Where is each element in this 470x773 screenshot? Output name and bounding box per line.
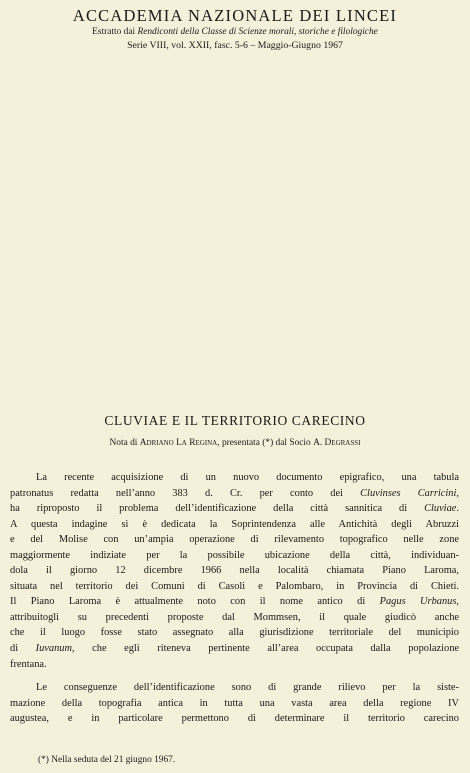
text-line (10, 594, 459, 610)
presenter-name: A. Degrassi (313, 438, 361, 448)
text-line (10, 532, 459, 548)
text-segment: ha riproposto il problema dell’identificazione della città sannitica di (10, 503, 425, 515)
journal-name: Rendiconti della Classe di Scienze morali, storiche e filologiche (137, 27, 378, 37)
text-segment: A questa indagine si è dedicata la Soprintendenza alle Antichità degli Abruzzi (10, 518, 459, 530)
text-line (10, 517, 459, 533)
paragraph-2 (10, 680, 459, 727)
text-segment: dola il giorno 12 dicembre 1966 nella località chiamata Piano Laroma, (10, 565, 459, 577)
paragraph-1 (10, 470, 459, 672)
text-line (10, 579, 459, 595)
text-segment: che il luogo fosse stato assegnato alla giurisdizione territoriale del municipio (10, 627, 459, 639)
text-segment: patronatus redatta nell’anno 383 d. Cr. per conto dei (10, 487, 361, 499)
text-segment: La recente acquisizione di un nuovo documento epigrafico, una tabula (36, 472, 459, 483)
text-segment: , (456, 596, 459, 608)
text-line (10, 680, 459, 696)
article-heading (0, 412, 470, 452)
text-segment: frentana. (10, 658, 47, 670)
text-segment: . (456, 503, 459, 515)
article-title: CLUVIAE E IL TERRITORIO CARECINO (104, 413, 366, 428)
text-line (10, 711, 459, 727)
text-segment: , che egli riteneva pertinente all’area occupata dalla popolazione (72, 643, 459, 655)
article-body (10, 470, 459, 727)
italic-term: Cluvinses Carricini (360, 487, 457, 499)
series-line: Serie VIII, vol. XXII, fasc. 5-6 – Maggio-Giugno 1967 (127, 40, 343, 51)
text-line (10, 625, 459, 641)
text-segment: situata nel territorio dei Comuni di Casoli e Palombaro, in Provincia di Chieti. (10, 580, 459, 592)
text-segment: attribuitogli su precedenti proposte dal Mommsen, il quale giudicò anche (10, 611, 459, 623)
italic-term: Cluviae (424, 503, 457, 515)
note-prefix: Nota di (109, 438, 140, 448)
text-segment: Le conseguenze dell’identificazione sono di grande rilievo per la siste- (36, 682, 459, 694)
italic-term: Iuvanum (35, 643, 72, 655)
publication-header (0, 6, 470, 53)
text-segment: di (10, 643, 36, 655)
text-segment: maggiormente indiziate per la possibile ubicazione della città, individuan- (10, 549, 459, 561)
text-line (10, 563, 459, 579)
text-segment: augustea, e in particolare permettono di determinare il territorio carecino (10, 713, 459, 725)
extract-prefix: Estratto dai (92, 27, 138, 37)
text-line (10, 696, 459, 712)
text-line (10, 610, 459, 626)
text-line (10, 641, 459, 657)
text-segment: , (456, 487, 459, 499)
text-line (10, 501, 459, 517)
text-line (10, 470, 459, 486)
author-note (0, 434, 470, 452)
text-line (10, 657, 459, 673)
italic-term: Pagus Urbanus (379, 596, 457, 608)
text-segment: Il Piano Laroma è attualmente noto con il nome antico di (10, 596, 380, 608)
text-line (10, 548, 459, 564)
extract-line (0, 26, 470, 39)
note-middle: , presentata (*) dal Socio (217, 438, 314, 448)
academy-name: ACCADEMIA NAZIONALE DEI LINCEI (72, 6, 398, 25)
author-name: Adriano La Regina (139, 438, 218, 448)
text-line (10, 486, 459, 502)
text-segment: mazione della topografia antica in tutta una vasta area della regione IV (10, 697, 459, 709)
text-segment: e del Molise con un’ampia operazione di rilevamento topografico nelle zone (10, 534, 459, 546)
footnote: (*) Nella seduta del 21 giugno 1967. (38, 755, 176, 765)
